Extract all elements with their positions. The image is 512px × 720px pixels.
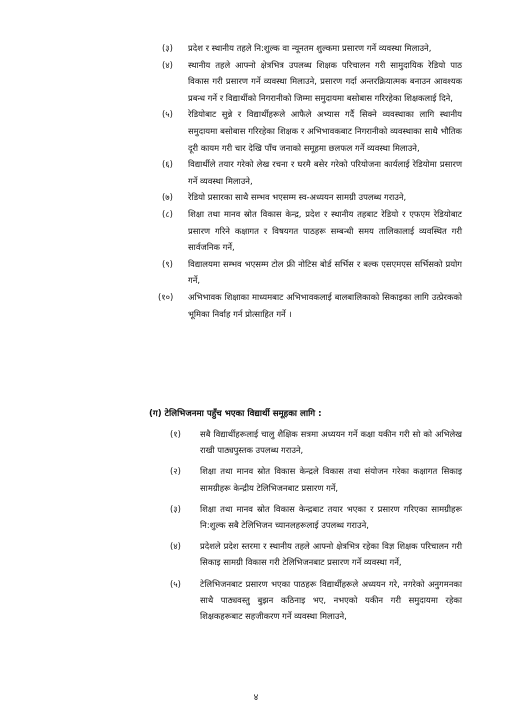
- list-item: [162, 256, 462, 289]
- item-text: प्रदेशले प्रदेश स्तरमा र स्थानीय तहले आफ्नो क्षेत्रभित्र रहेका विज्ञ शिक्षक परिचालन गरी सिकाइ सामग्री विकास गरी टेलिभिजनबाट प्रसारण गर्ने व्यवस्था गर्ने,: [200, 541, 462, 568]
- item-number: (८): [162, 208, 173, 219]
- list-item: [162, 206, 462, 256]
- list-item: [162, 189, 462, 206]
- page-number: ४: [253, 693, 259, 703]
- item-text: स्थानीय तहले आफ्नो क्षेत्रभित्र उपलब्ध शिक्षक परिचालन गरी सामुदायिक रेडियो पाठ विकास गरी प्रसारण गर्ने व्यवस्था मिलाउने, प्रसारण गर्दा अन्तरक्रियात्मक बनाउन आवश्यक प्रबन्ध गर्ने र विद्यार्थीको निगरानीको जिम्मा समुदायमा बसोबास गरिरहेका शिक्षकलाई दिने,: [188, 59, 462, 103]
- item-number: (१०): [158, 291, 174, 302]
- list-item: [170, 463, 462, 495]
- item-text: शिक्षा तथा मानव स्रोत विकास केन्द्र, प्रदेश र स्थानीय तहबाट रेडियो र एफएम रेडियोबाट प्रसारण गरिने कक्षागत र विषयगत पाठहरू सम्बन्धी समय तालिकालाई व्यवस्थित गरी सार्वजनिक गर्ने,: [188, 208, 462, 253]
- item-text: विद्यालयमा सम्भव भएसम्म टोल फ्री नोटिस बोर्ड सर्भिस र बल्क एसएमएस सर्भिसको प्रयोग गर्ने,: [188, 258, 462, 286]
- item-text: प्रदेश र स्थानीय तहले नि:शुल्क वा न्यूनतम शुल्कमा प्रसारण गर्ने व्यवस्था मिलाउने,: [188, 43, 432, 53]
- list-item: [170, 576, 462, 625]
- item-number: (४): [170, 541, 181, 552]
- list-item: [170, 501, 462, 533]
- item-text: सबै विद्यार्थीहरूलाई चालु शैक्षिक सत्रमा अध्ययन गर्ने कक्षा यकीन गरी सो को अभिलेख राखी पाठ्यपुस्तक उपलब्ध गराउने,: [200, 429, 462, 456]
- item-text: टेलिभिजनबाट प्रसारण भएका पाठहरू विद्यार्थीहरूले अध्ययन गरे, नगरेको अनुगमनका साथै पाठ्यवस्तु बुझन कठिनाइ भए, नभएको यकीन गरी समुदायमा रहेका शिक्षकहरूबाट सहजीकरण गर्ने व्यवस्था मिलाउने,: [200, 578, 462, 622]
- item-text: शिक्षा तथा मानव स्रोत विकास केन्द्रले विकास तथा संयोजन गरेका कक्षागत सिकाइ सामग्रीहरू केन्द्रीय टेलिभिजनबाट प्रसारण गर्ने,: [200, 466, 462, 493]
- item-text: अभिभावक शिक्षाका माध्यमबाट अभिभावकलाई बालबालिकाको सिकाइका लागि उत्प्रेरकको भूमिका निर्वाह गर्न प्रोत्साहित गर्ने ।: [188, 291, 462, 319]
- list-item: [162, 106, 462, 156]
- list-item: [162, 40, 462, 57]
- item-text: रेडियोबाट सुन्ने र विद्यार्थीहरूले आफैले अभ्यास गर्दै सिक्ने व्यवस्थाका लागि स्थानीय समुदायमा बसोबास गरिरहेका शिक्षक र अभिभावकबाट निगरानीको व्यवस्थाका साथै भौतिक दूरी कायम गरी चार देखि पाँच जनाको समूहमा छलफल गर्ने व्यवस्था मिलाउने,: [188, 109, 462, 153]
- item-text: रेडियो प्रसारका साथै सम्भव भएसम्म स्व-अध्ययन सामग्री उपलब्ध गराउने,: [188, 192, 407, 203]
- item-number: (२): [170, 466, 181, 477]
- item-text: शिक्षा तथा मानव स्रोत विकास केन्द्रबाट तयार भएका र प्रसारण गरिएका सामग्रीहरू नि:शुल्क सबै टेलिभिजन च्यानलहरूलाई उपलब्ध गराउने,: [200, 503, 462, 531]
- item-number: (९): [162, 258, 173, 269]
- list-item: [162, 156, 462, 189]
- item-list-television: [170, 426, 462, 629]
- list-item: [170, 426, 462, 458]
- list-item: [170, 538, 462, 570]
- item-number: (४): [162, 59, 173, 70]
- section-heading: (ग) टेलिभिजनमा पहुँच भएका विद्यार्थी समूहका लागि :: [149, 409, 322, 419]
- item-number: (३): [170, 503, 181, 514]
- item-number: (५): [162, 109, 173, 120]
- item-list-radio: [158, 40, 462, 322]
- item-number: (५): [170, 578, 181, 589]
- item-number: (१): [170, 429, 181, 439]
- item-text: विद्यार्थीले तयार गरेको लेख रचना र घरमै बसेर गरेको परियोजना कार्यलाई रेडियोमा प्रसारण गर्ने व्यवस्था मिलाउने,: [188, 159, 462, 186]
- item-number: (६): [162, 159, 173, 170]
- list-item: [158, 289, 462, 322]
- list-item: [162, 57, 462, 107]
- item-number: (७): [162, 192, 173, 203]
- item-number: (३): [162, 43, 173, 53]
